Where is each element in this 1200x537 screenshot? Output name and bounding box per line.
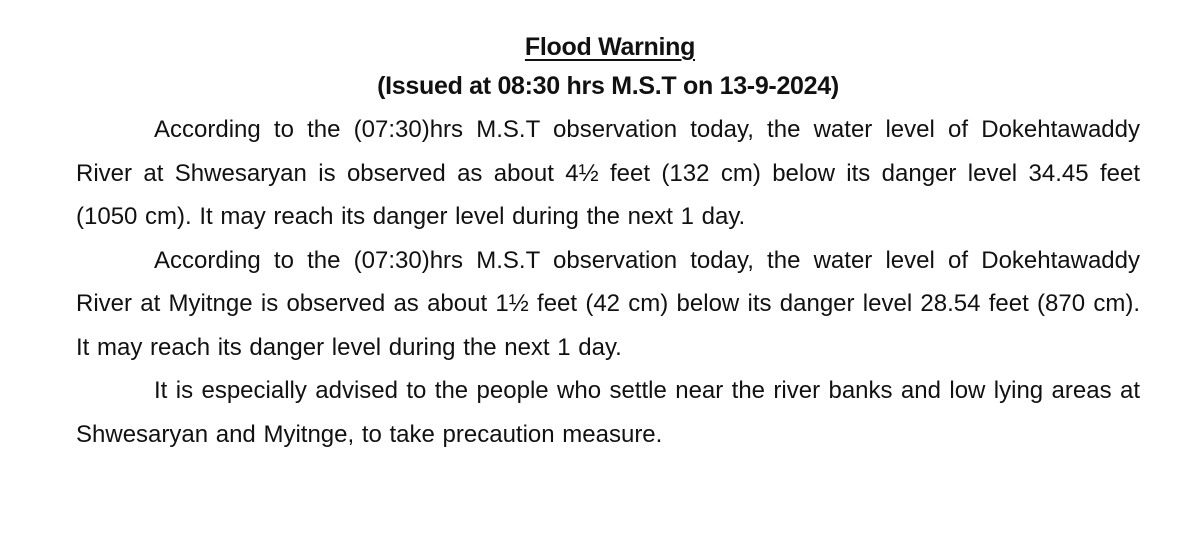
issued-time-subtitle: (Issued at 08:30 hrs M.S.T on 13-9-2024) xyxy=(377,72,839,100)
shwesaryan-paragraph: According to the (07:30)hrs M.S.T observation today, the water level of Dokehtawaddy River at Shwesaryan is observed as about 4½ feet (132 cm) below its danger level 34.45 feet (1050 cm). It may reach its danger level during the next 1 day. xyxy=(76,116,1140,230)
myitnge-paragraph: According to the (07:30)hrs M.S.T observation today, the water level of Dokehtawaddy River at Myitnge is observed as about 1½ feet (42 cm) below its danger level 28.54 feet (870 cm). It may reach its danger level during the next 1 day. xyxy=(76,246,1140,361)
document-title-text: Flood Warning xyxy=(524,33,696,61)
flood-warning-document xyxy=(76,30,1140,456)
document-title xyxy=(76,30,1140,64)
advisory-paragraph: It is especially advised to the people who settle near the river banks and low lying areas at Shwesaryan and Myitnge, to take precaution measure. xyxy=(76,377,1140,448)
